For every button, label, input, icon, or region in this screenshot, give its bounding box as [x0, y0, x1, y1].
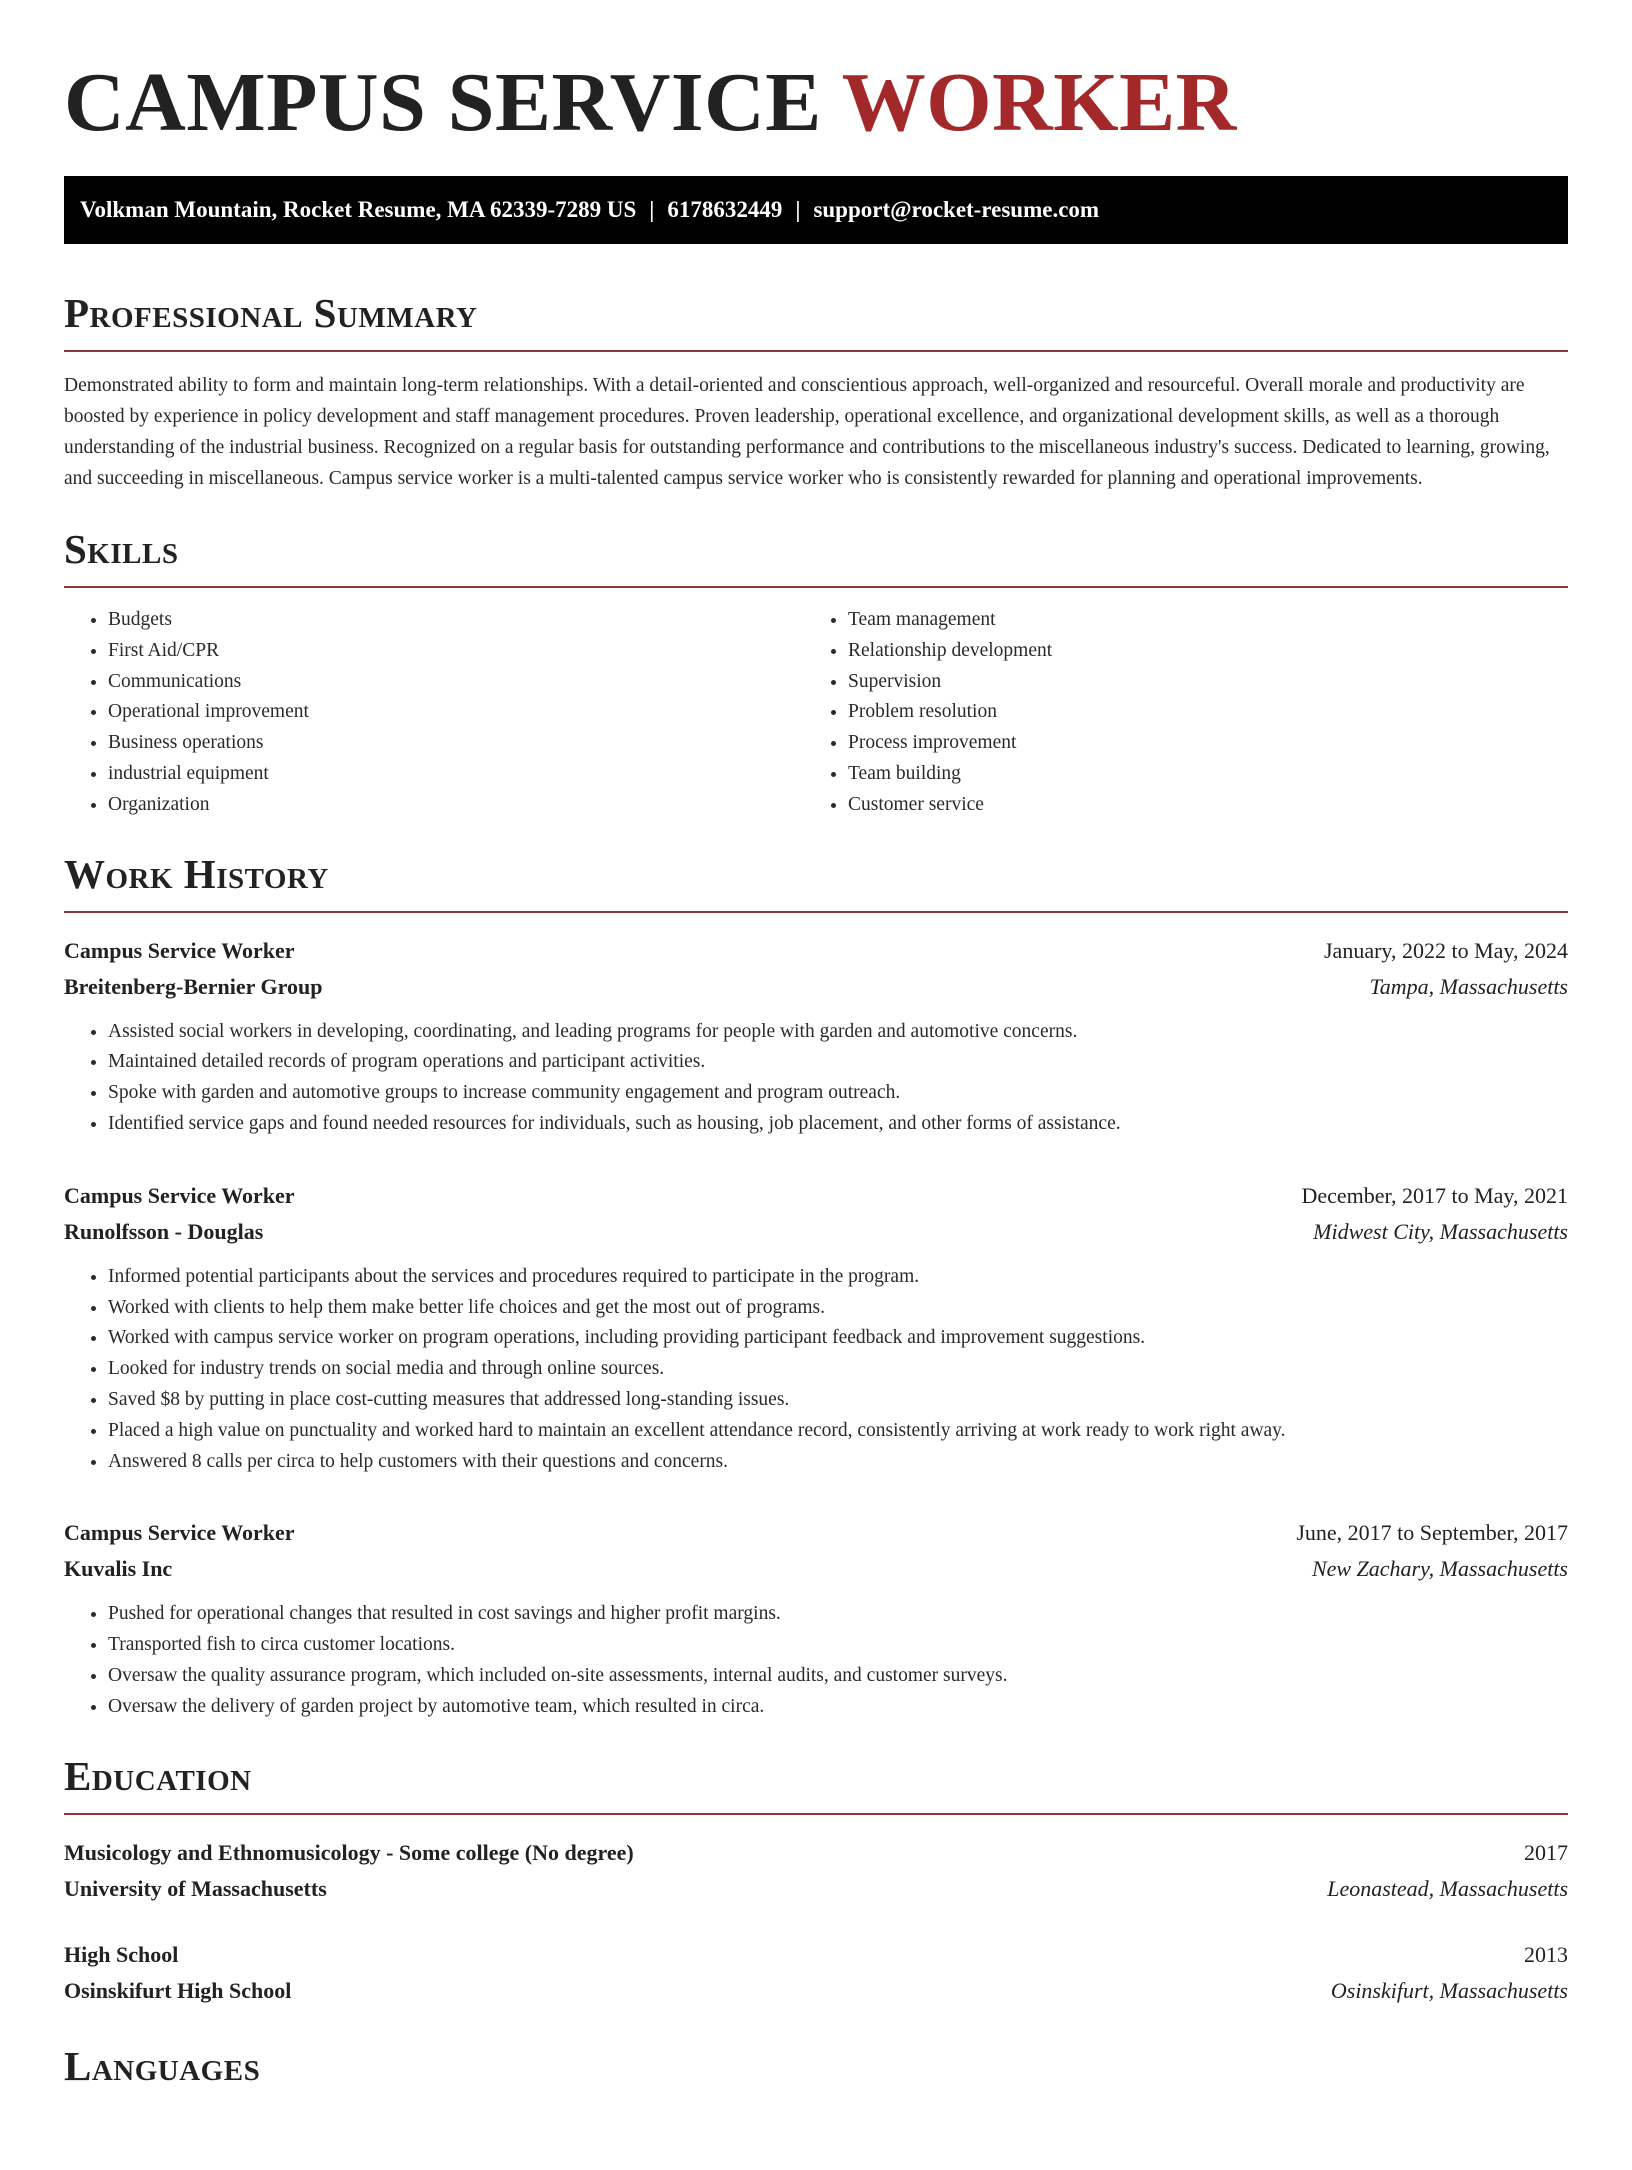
- job-title: Campus Service Worker: [64, 1520, 295, 1546]
- section-divider: [64, 1813, 1568, 1815]
- duty-item: • Saved $8 by putting in place cost-cutting measures that addressed long-standing issues.: [108, 1385, 1568, 1416]
- education-entry: [64, 1835, 1568, 1907]
- contact-bar: [64, 176, 1568, 244]
- job-dates: June, 2017 to September, 2017: [1296, 1520, 1568, 1546]
- skills-heading: Skills: [64, 526, 179, 572]
- skill-item: • industrial equipment: [108, 759, 804, 790]
- education-school: Osinskifurt High School: [64, 1977, 292, 2003]
- job-company-row: [64, 969, 1568, 1005]
- section-divider: [64, 586, 1568, 588]
- contact-email[interactable]: support@rocket-resume.com: [813, 197, 1100, 222]
- contact-separator: |: [649, 197, 655, 222]
- job-company: Runolfsson - Douglas: [64, 1218, 264, 1244]
- skill-item: • Process improvement: [848, 728, 1568, 759]
- skill-item: • Team management: [848, 605, 1568, 636]
- contact-address: Volkman Mountain, Rocket Resume, MA 62339-7289 US: [80, 197, 637, 222]
- title-main: CAMPUS SERVICE: [64, 56, 822, 149]
- job-dates: January, 2022 to May, 2024: [1324, 937, 1568, 963]
- duty-item: • Transported fish to circa customer locations.: [108, 1630, 1568, 1661]
- job-title: Campus Service Worker: [64, 1182, 295, 1208]
- skill-item: • Operational improvement: [108, 697, 804, 728]
- skill-item: • First Aid/CPR: [108, 636, 804, 667]
- duty-item: • Answered 8 calls per circa to help customers with their questions and concerns.: [108, 1447, 1568, 1478]
- education-header-row: [64, 1937, 1568, 1973]
- education-location: Leonastead, Massachusetts: [1327, 1875, 1568, 1901]
- summary-heading: Professional Summary: [64, 290, 478, 336]
- job-location: Midwest City, Massachusetts: [1313, 1218, 1568, 1244]
- skills-column-right: [804, 605, 1568, 821]
- duty-item: • Oversaw the quality assurance program, which included on-site assessments, internal audits, and customer surveys.: [108, 1661, 1568, 1692]
- job-duties: [64, 1599, 1568, 1722]
- education-degree: Musicology and Ethnomusicology - Some college (No degree): [64, 1839, 634, 1865]
- education-school: University of Massachusetts: [64, 1875, 327, 1901]
- section-divider: [64, 350, 1568, 352]
- duty-item: • Maintained detailed records of program operations and participant activities.: [108, 1047, 1568, 1078]
- duty-item: • Identified service gaps and found needed resources for individuals, such as housing, job placement, and other forms of assistance.: [108, 1109, 1568, 1140]
- job-entry: [64, 1515, 1568, 1722]
- skill-item: • Team building: [848, 759, 1568, 790]
- duty-item: • Informed potential participants about the services and procedures required to participate in the program.: [108, 1262, 1568, 1293]
- duty-item: • Placed a high value on punctuality and worked hard to maintain an excellent attendance record, consistently arriving at work ready to work right away.: [108, 1416, 1568, 1447]
- skill-item: • Business operations: [108, 728, 804, 759]
- education-year: 2013: [1524, 1941, 1568, 1967]
- job-location: New Zachary, Massachusetts: [1311, 1556, 1568, 1582]
- education-entry: [64, 1937, 1568, 2009]
- job-title: Campus Service Worker: [64, 937, 295, 963]
- languages-heading: Languages: [64, 2042, 261, 2089]
- education-year: 2017: [1524, 1839, 1568, 1865]
- contact-separator: |: [795, 197, 801, 222]
- job-duties: [64, 1017, 1568, 1140]
- job-header-row: [64, 1515, 1568, 1551]
- job-header-row: [64, 1178, 1568, 1214]
- skill-item: • Problem resolution: [848, 697, 1568, 728]
- skills-list: [64, 605, 1568, 821]
- duty-item: • Worked with clients to help them make better life choices and get the most out of programs.: [108, 1293, 1568, 1324]
- job-entry: [64, 933, 1568, 1140]
- duty-item: • Looked for industry trends on social media and through online sources.: [108, 1354, 1568, 1385]
- education-heading: Education: [64, 1752, 252, 1799]
- skill-item: • Communications: [108, 667, 804, 698]
- skill-item: • Relationship development: [848, 636, 1568, 667]
- duty-item: • Oversaw the delivery of garden project by automotive team, which resulted in circa.: [108, 1692, 1568, 1723]
- skill-item: • Budgets: [108, 605, 804, 636]
- resume-title: [64, 58, 1568, 148]
- section-divider: [64, 911, 1568, 913]
- job-duties: [64, 1262, 1568, 1478]
- skill-item: • Organization: [108, 790, 804, 821]
- job-company-row: [64, 1214, 1568, 1250]
- skill-item: • Customer service: [848, 790, 1568, 821]
- resume-page: [64, 58, 1568, 2091]
- education-location: Osinskifurt, Massachusetts: [1330, 1977, 1568, 2003]
- duty-item: • Spoke with garden and automotive groups to increase community engagement and program outreach.: [108, 1078, 1568, 1109]
- education-school-row: [64, 1871, 1568, 1907]
- work-history-heading: Work History: [64, 850, 329, 897]
- job-company: Kuvalis Inc: [64, 1556, 173, 1582]
- job-location: Tampa, Massachusetts: [1369, 973, 1568, 999]
- title-accent: WORKER: [841, 56, 1237, 149]
- summary-text: Demonstrated ability to form and maintain long-term relationships. With a detail-oriented and conscientious approach, well-organized and resourceful. Overall morale and productivity are boosted by experience in policy development and staff management procedures. Proven leadership, operational excellence, and organizational development skills, as well as a thorough understanding of the industrial business. Recognized on a regular basis for outstanding performance and contributions to the miscellaneous industry's success. Dedicated to learning, growing, and succeeding in miscellaneous. Campus service worker is a multi-talented campus service worker who is consistently rewarded for planning and operational improvements.: [64, 375, 1550, 489]
- job-entry: [64, 1178, 1568, 1478]
- job-company: Breitenberg-Bernier Group: [64, 973, 323, 999]
- duty-item: • Assisted social workers in developing, coordinating, and leading programs for people with garden and automotive concerns.: [108, 1017, 1568, 1048]
- job-dates: December, 2017 to May, 2021: [1301, 1182, 1568, 1208]
- duty-item: • Worked with campus service worker on program operations, including providing participant feedback and improvement suggestions.: [108, 1323, 1568, 1354]
- contact-phone[interactable]: 6178632449: [667, 197, 783, 222]
- education-header-row: [64, 1835, 1568, 1871]
- skill-item: • Supervision: [848, 667, 1568, 698]
- job-header-row: [64, 933, 1568, 969]
- education-school-row: [64, 1973, 1568, 2009]
- job-company-row: [64, 1551, 1568, 1587]
- education-degree: High School: [64, 1941, 179, 1967]
- duty-item: • Pushed for operational changes that resulted in cost savings and higher profit margins.: [108, 1599, 1568, 1630]
- skills-column-left: [64, 605, 804, 821]
